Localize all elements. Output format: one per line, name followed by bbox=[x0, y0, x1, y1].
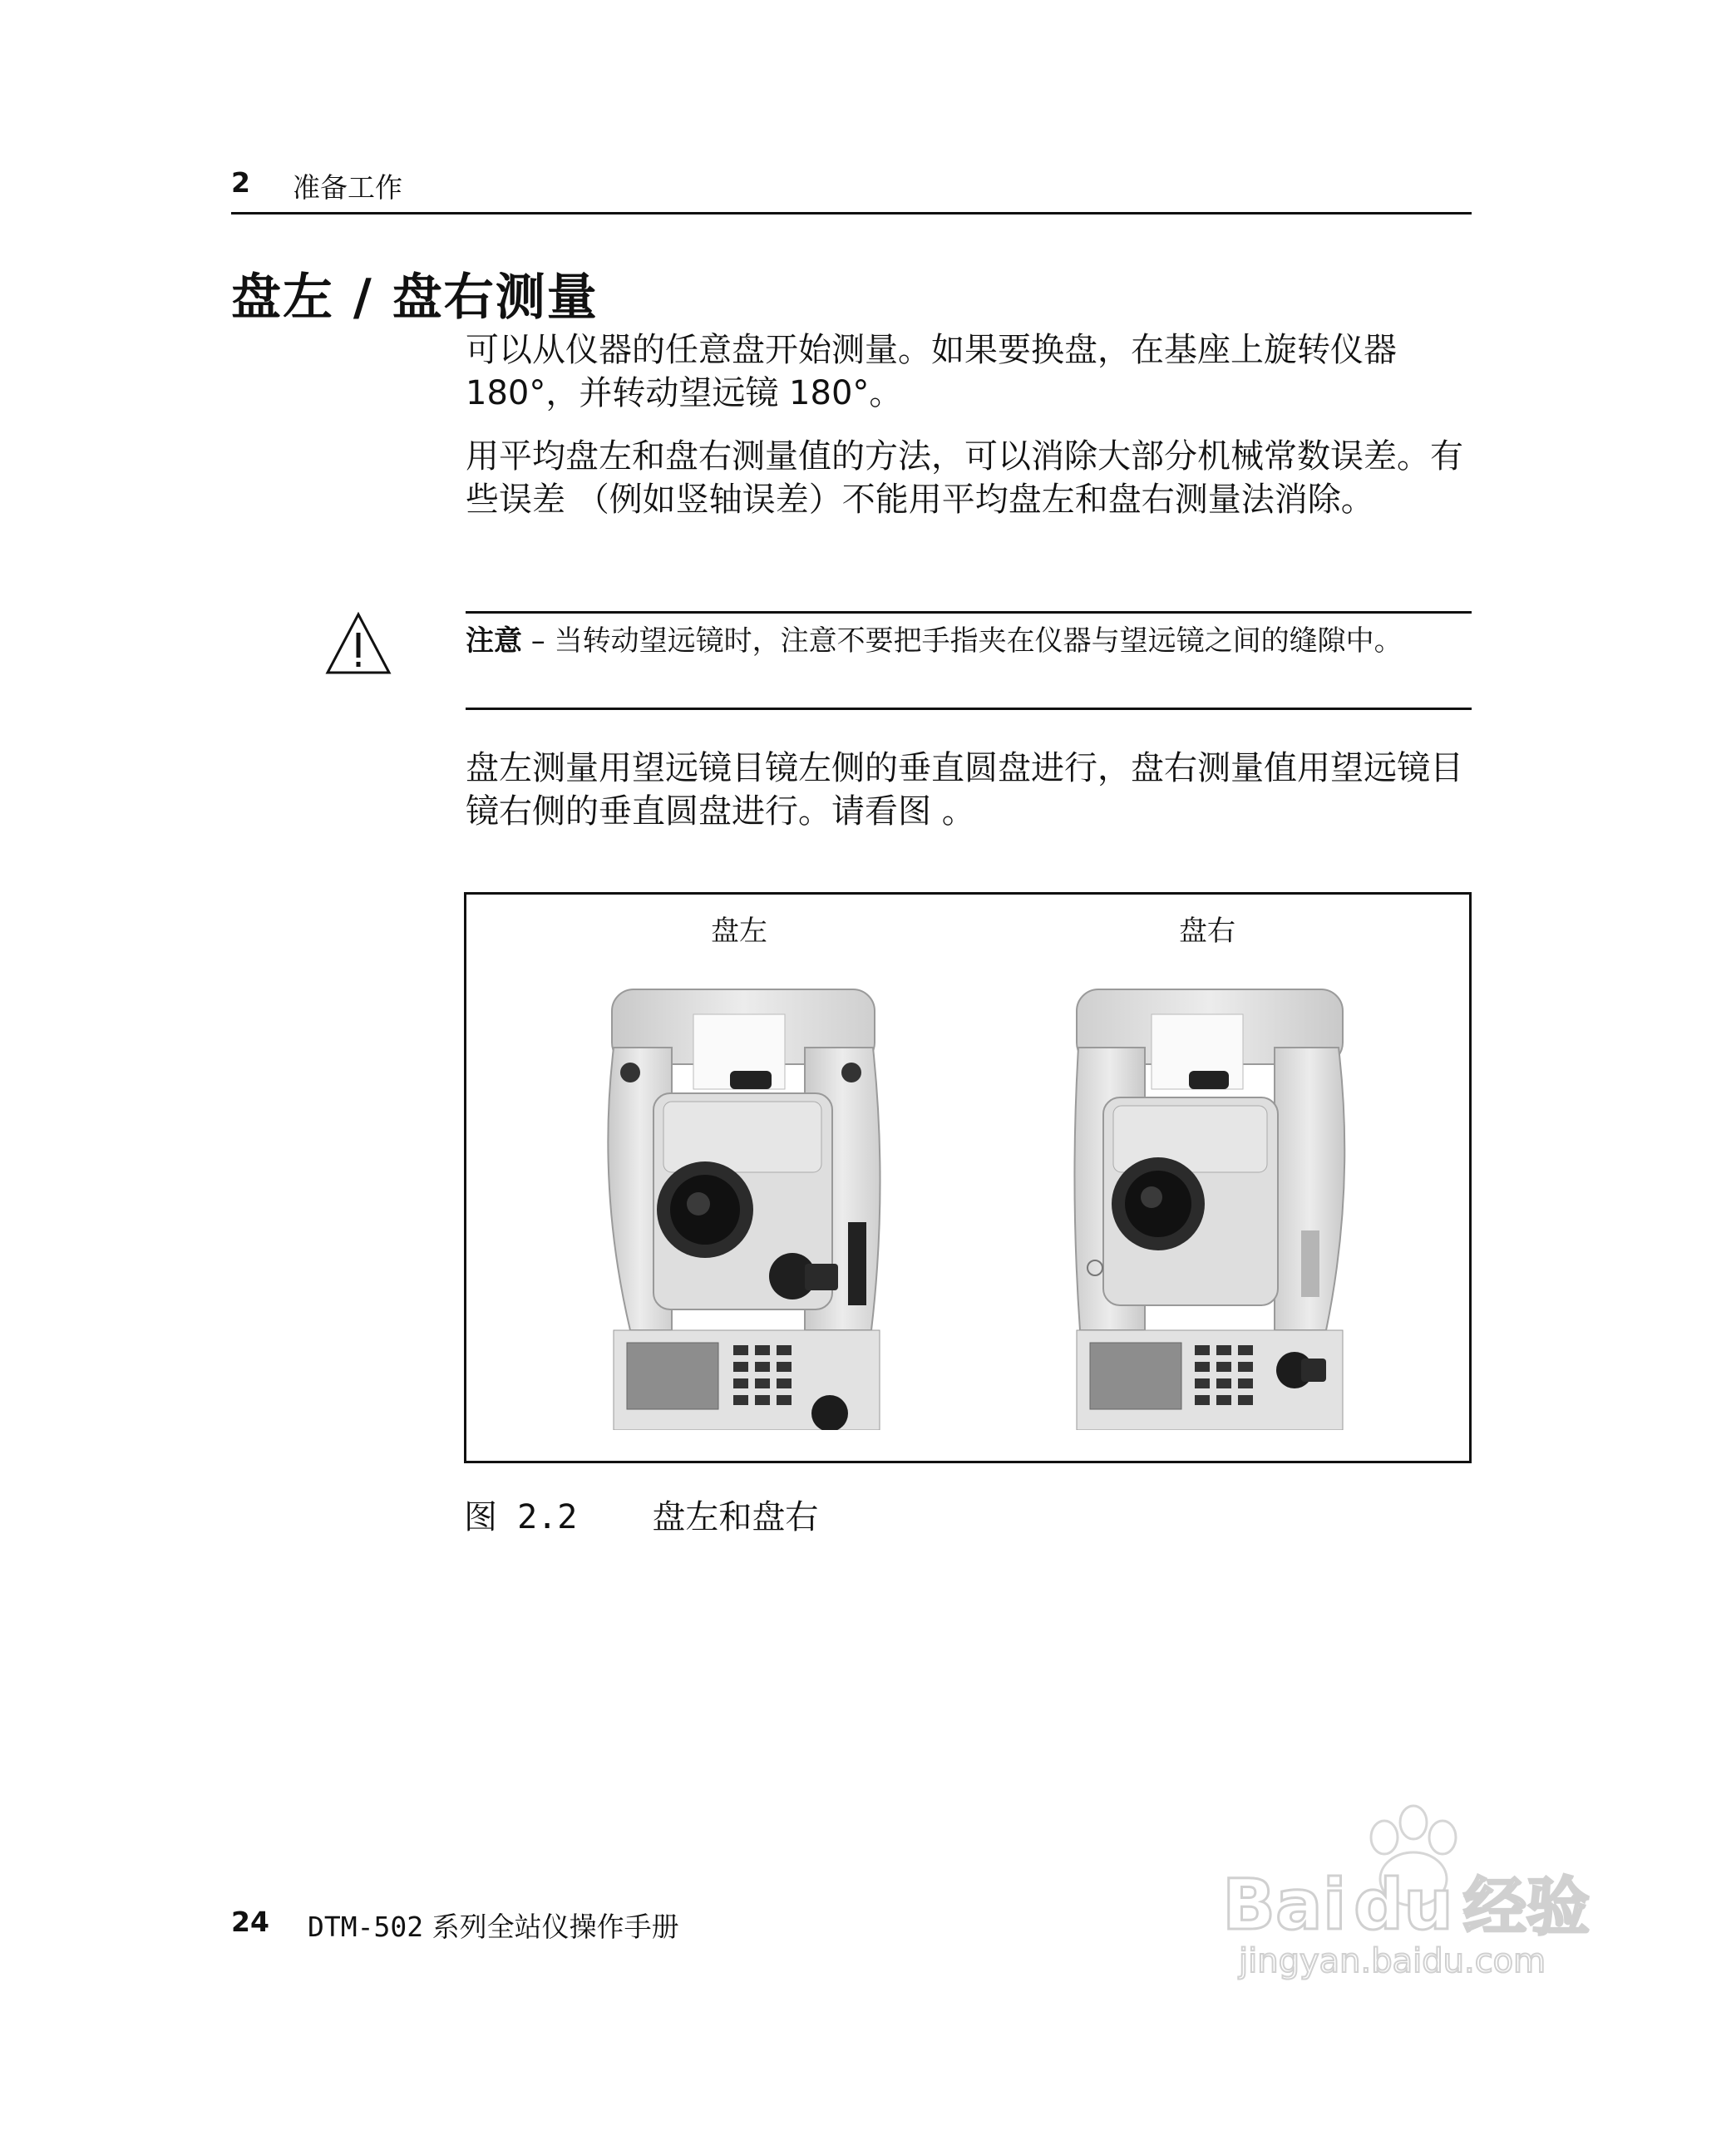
warning-icon bbox=[324, 611, 392, 676]
total-station-face-right-image bbox=[1052, 981, 1368, 1430]
figure-label-face-left: 盘左 bbox=[711, 915, 767, 948]
footer-title bbox=[308, 1906, 679, 1945]
figure-caption bbox=[464, 1491, 818, 1538]
chapter-title: 准备工作 bbox=[293, 171, 402, 204]
paragraph-1: 可以从仪器的任意盘开始测量。如果要换盘，在基座上旋转仪器 180°，并转动望远镜 180°。 bbox=[466, 331, 1397, 412]
svg-text:du: du bbox=[1354, 1864, 1453, 1945]
footer-manual-title: 系列全站仪操作手册 bbox=[423, 1911, 679, 1943]
svg-text:jingyan.baidu.com: jingyan.baidu.com bbox=[1239, 1942, 1546, 1980]
svg-text:Bai: Bai bbox=[1222, 1864, 1347, 1945]
note-body: – 当转动望远镜时，注意不要把手指夹在仪器与望远镜之间的缝隙中。 bbox=[522, 624, 1403, 658]
chapter-number: 2 bbox=[231, 166, 250, 199]
figure-caption-number: 图 2.2 bbox=[464, 1498, 578, 1536]
figure-caption-text: 盘左和盘右 bbox=[652, 1498, 819, 1536]
note-label: 注意 bbox=[466, 624, 522, 658]
paragraph-3: 盘左测量用望远镜目镜左侧的垂直圆盘进行，盘右测量值用望远镜目镜右侧的垂直圆盘进行。请看图 。 bbox=[466, 749, 1463, 831]
total-station-face-left-image bbox=[580, 981, 896, 1430]
section-title: 盘左 / 盘右测量 bbox=[231, 269, 599, 327]
figure-label-face-right: 盘右 bbox=[1179, 915, 1235, 948]
note-top-rule bbox=[466, 611, 1472, 614]
svg-text:经验: 经验 bbox=[1463, 1870, 1590, 1944]
header-rule bbox=[231, 212, 1472, 215]
paragraph-2: 用平均盘左和盘右测量值的方法，可以消除大部分机械常数误差。有些误差 （例如竖轴误差）不能用平均盘左和盘右测量法消除。 bbox=[466, 437, 1463, 519]
page-number: 24 bbox=[231, 1906, 269, 1938]
note-bottom-rule bbox=[466, 708, 1472, 710]
footer-model: DTM-502 bbox=[308, 1911, 424, 1943]
baidu-jingyan-watermark bbox=[1214, 1796, 1613, 1987]
note-text bbox=[466, 622, 1463, 660]
